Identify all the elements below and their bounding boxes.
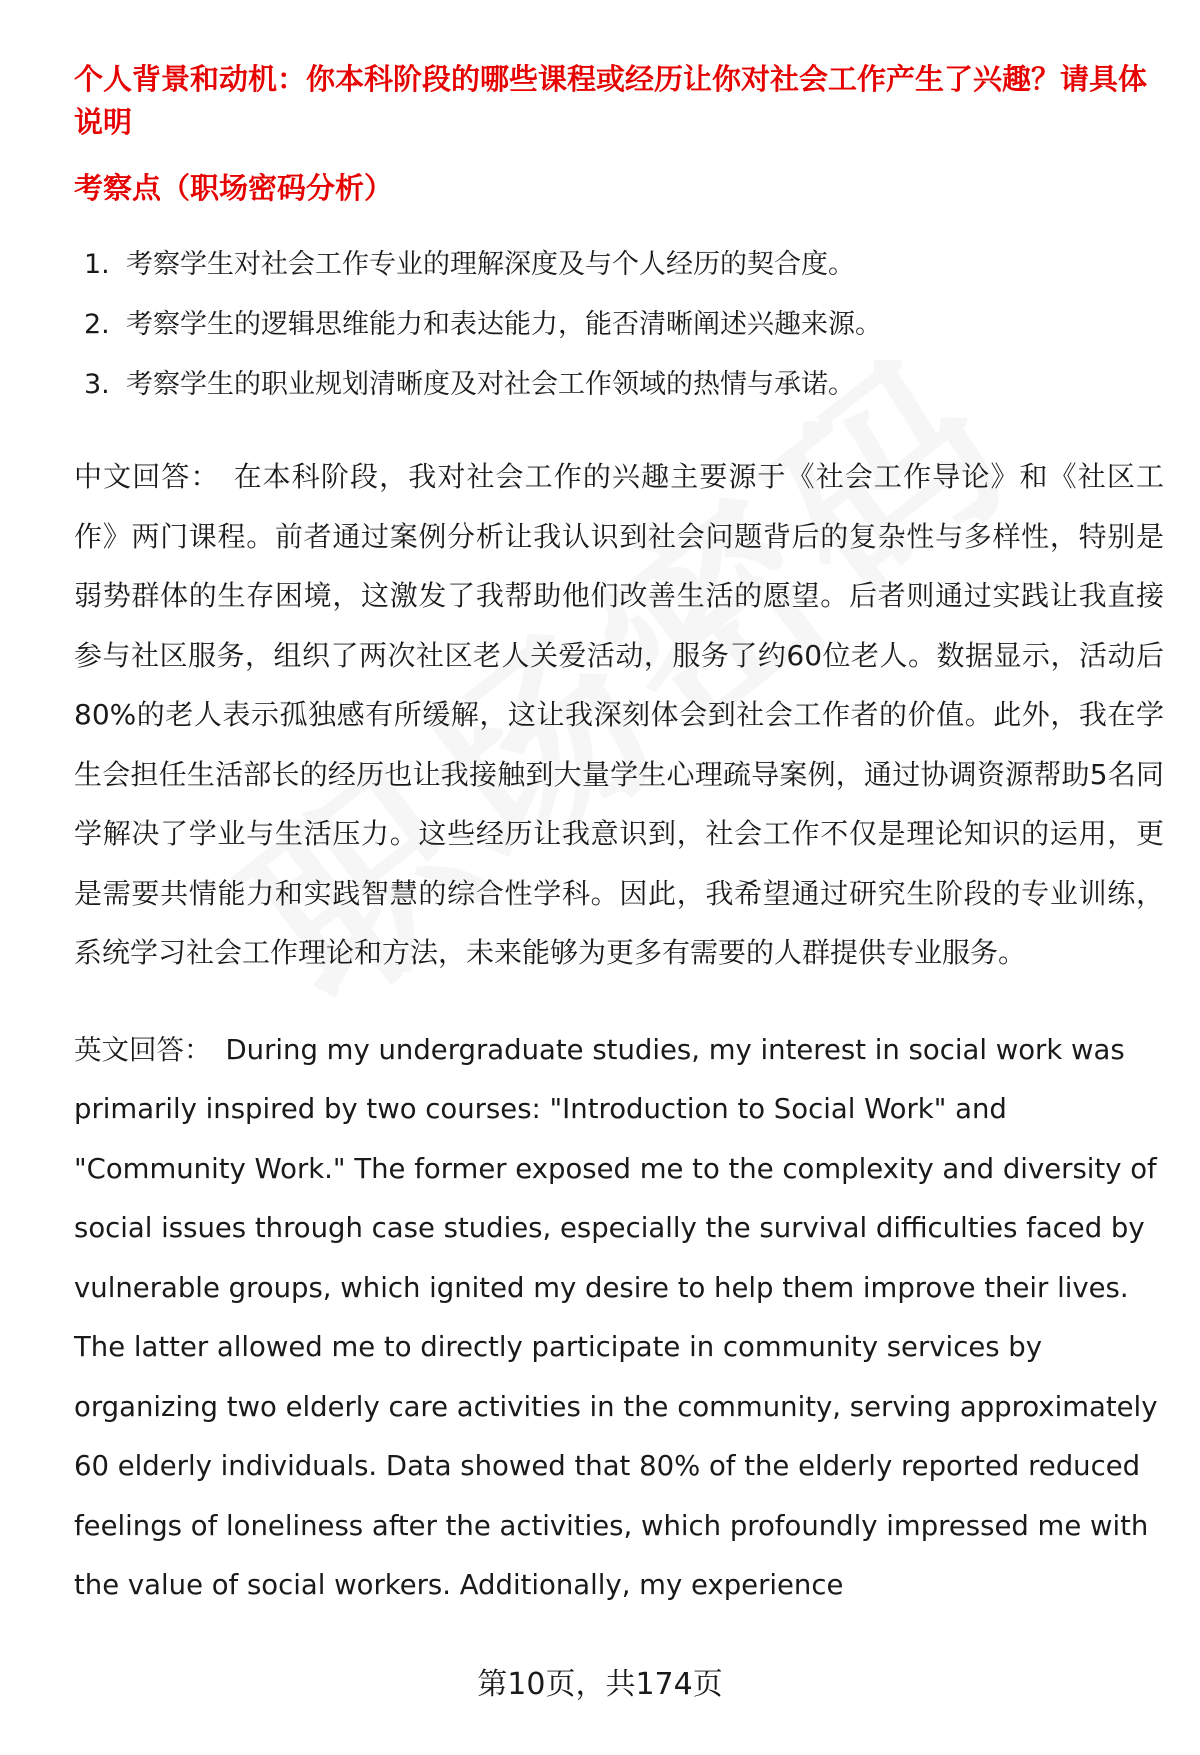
chinese-answer: [74, 447, 1164, 983]
list-item-text: 考察学生的逻辑思维能力和表达能力，能否清晰阐述兴趣来源。: [126, 309, 882, 340]
assessment-points-list: [74, 235, 1164, 415]
list-item-text: 考察学生的职业规划清晰度及对社会工作领域的热情与承诺。: [126, 369, 855, 400]
english-answer-label: 英文回答：: [74, 1033, 212, 1066]
chinese-answer-text: 在本科阶段，我对社会工作的兴趣主要源于《社会工作导论》和《社区工作》两门课程。前者通过案例分析让我认识到社会问题背后的复杂性与多样性，特别是弱势群体的生存困境，这激发了我帮助他们改善生活的愿望。后者则通过实践让我直接参与社区服务，组织了两次社区老人关爱活动，服务了约60位老人。数据显示，活动后80%的老人表示孤独感有所缓解，这让我深刻体会到社会工作者的价值。此外，我在学生会担任生活部长的经历也让我接触到大量学生心理疏导案例，通过协调资源帮助5名同学解决了学业与生活压力。这些经历让我意识到，社会工作不仅是理论知识的运用，更是需要共情能力和实践智慧的综合性学科。因此，我希望通过研究生阶段的专业训练，系统学习社会工作理论和方法，未来能够为更多有需要的人群提供专业服务。: [74, 460, 1164, 969]
list-item: [74, 355, 1164, 415]
question-heading: 个人背景和动机：你本科阶段的哪些课程或经历让你对社会工作产生了兴趣？请具体说明: [74, 62, 1148, 139]
section-title: 考察点（职场密码分析）: [74, 171, 394, 205]
list-item-text: 考察学生对社会工作专业的理解深度及与个人经历的契合度。: [126, 249, 855, 280]
page-number-footer: 第10页，共174页: [477, 1667, 723, 1702]
english-answer: [74, 1021, 1164, 1616]
list-item-number: 1.: [84, 249, 110, 280]
english-answer-text: During my undergraduate studies, my interest in social work was primarily inspired by two courses: "Introduction to Social Work" and "Community Work." The former exposed me to the complexity and diversity of social issues through case studies, especially the survival difficulties faced by vulnerable groups, which ignited my desire to help them improve their lives. The latter allowed me to directly participate in community services by organizing two elderly care activities in the community, serving approximately 60 elderly individuals. Data showed that 80% of the elderly reported reduced feelings of loneliness after the activities, which profoundly impressed me with the value of social workers. Additionally, my experience: [74, 1033, 1158, 1601]
list-item-number: 3.: [84, 369, 110, 400]
list-item-number: 2.: [84, 309, 110, 340]
chinese-answer-label: 中文回答：: [74, 460, 220, 493]
document-page: [74, 58, 1164, 1616]
list-item: [74, 235, 1164, 295]
list-item: [74, 295, 1164, 355]
